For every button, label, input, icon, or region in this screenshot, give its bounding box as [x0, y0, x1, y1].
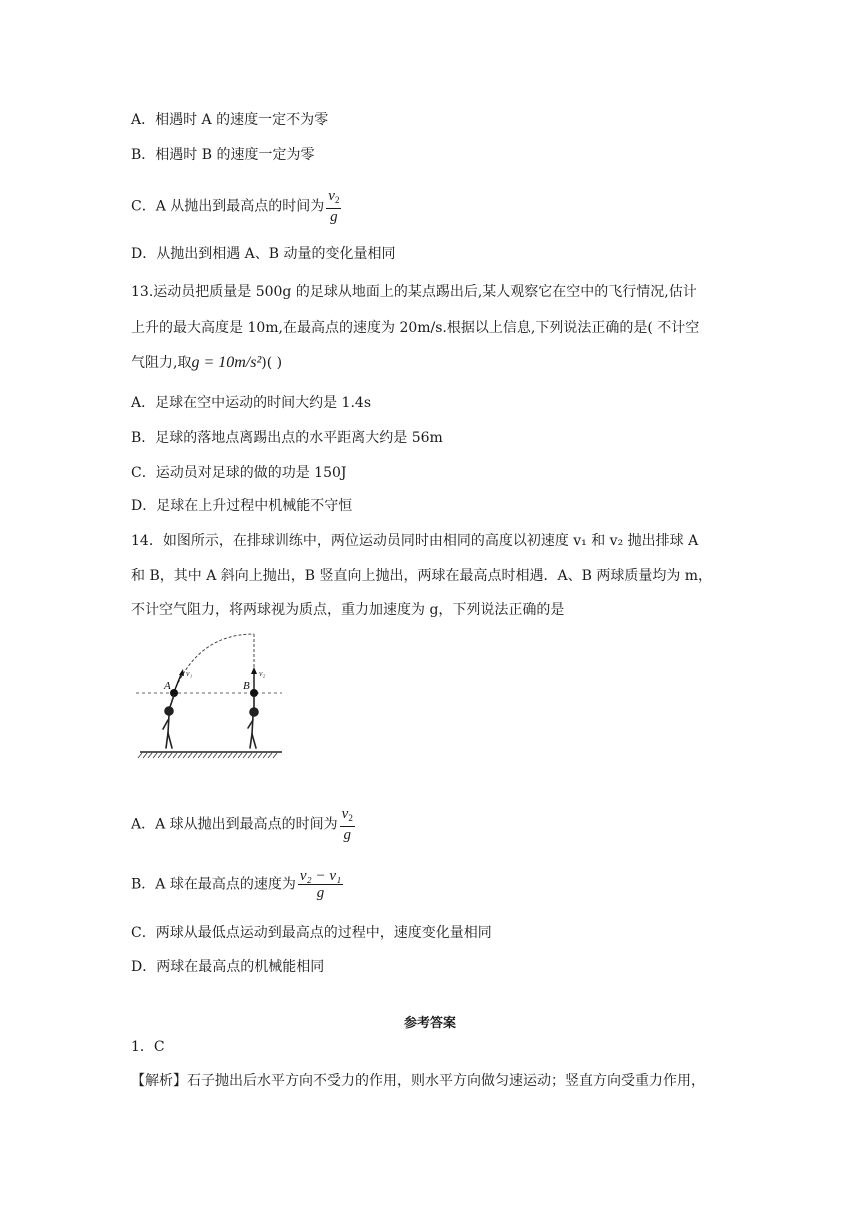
label-v2: v₂: [259, 669, 266, 678]
q13-option-a: A．足球在空中运动的时间大约是 1.4s: [131, 395, 372, 411]
q14-option-b: B．A 球在最高点的速度为 $\frac{\text{v₂ − v₁}}{g}$: [131, 868, 342, 901]
q14-option-c: C．两球从最低点运动到最高点的过程中，速度变化量相同: [131, 925, 492, 941]
q12-option-c-fraction: $\frac{v_2}{g}$: [328, 188, 340, 225]
q12-option-b: B．相遇时 B 的速度一定为零: [131, 147, 315, 163]
q14-stem-line-1: 14．如图所示，在排球训练中，两位运动员同时由相同的高度以初速度 v₁ 和 v₂ 抛出排球 A: [131, 533, 699, 549]
q14-stem-line-3: 不计空气阻力，将两球视为质点，重力加速度为 g，下列说法正确的是: [131, 602, 565, 618]
q13-stem-line-2: 上升的最大高度是 10m,在最高点的速度为 20m/s.根据以上信息,下列说法正确的是( 不计空: [131, 320, 700, 336]
answers-heading: 参考答案: [403, 1016, 456, 1031]
q13-stem-line-3: 气阻力,取g = 10m/s²)( ): [131, 354, 283, 371]
q14-option-b-fraction: $\frac{\text{v₂ − v₁}}{g}$: [299, 868, 342, 901]
label-a: A: [164, 680, 171, 692]
q13-option-b: B．足球的落地点离踢出点的水平距离大约是 56m: [131, 430, 443, 446]
label-b: B: [243, 680, 250, 692]
q14-option-d: D．两球在最高点的机械能相同: [131, 959, 325, 975]
q13-option-c: C．运动员对足球的做的功是 150J: [131, 465, 347, 481]
trajectory-a: [174, 634, 254, 692]
ground: [138, 752, 282, 758]
q13-stem-line-1: 13.运动员把质量是 500g 的足球从地面上的某点踢出后,某人观察它在空中的飞行情况,估计: [131, 284, 697, 300]
answer-analysis: 【解析】石子抛出后水平方向不受力的作用，则水平方向做匀速运动；竖直方向受重力作用，: [131, 1073, 705, 1089]
q12-option-c: C．A 从抛出到最高点的时间为 $\frac{v_2}{g}$: [131, 188, 340, 225]
player-a: [163, 695, 174, 748]
volleyball-figure: [136, 632, 286, 762]
q14-stem-line-2: 和 B，其中 A 斜向上抛出，B 竖直向上抛出，两球在最高点时相遇．A、B 两球质量均为 m，: [131, 568, 713, 584]
q12-option-a: A．相遇时 A 的速度一定不为零: [131, 112, 329, 128]
q12-option-d: D．从抛出到相遇 A、B 动量的变化量相同: [131, 246, 396, 262]
q13-g-formula: g = 10m/s²: [191, 354, 262, 371]
q13-option-d: D．足球在上升过程中机械能不守恒: [131, 498, 353, 514]
player-b: [248, 695, 258, 748]
q14-option-a: A．A 球从抛出到最高点的时间为 $\frac{v_2}{g}$: [131, 806, 353, 843]
answer-item-1: 1．C: [131, 1039, 165, 1055]
q14-option-a-fraction: $\frac{v_2}{g}$: [341, 806, 353, 843]
label-v1: v₁: [186, 669, 193, 678]
